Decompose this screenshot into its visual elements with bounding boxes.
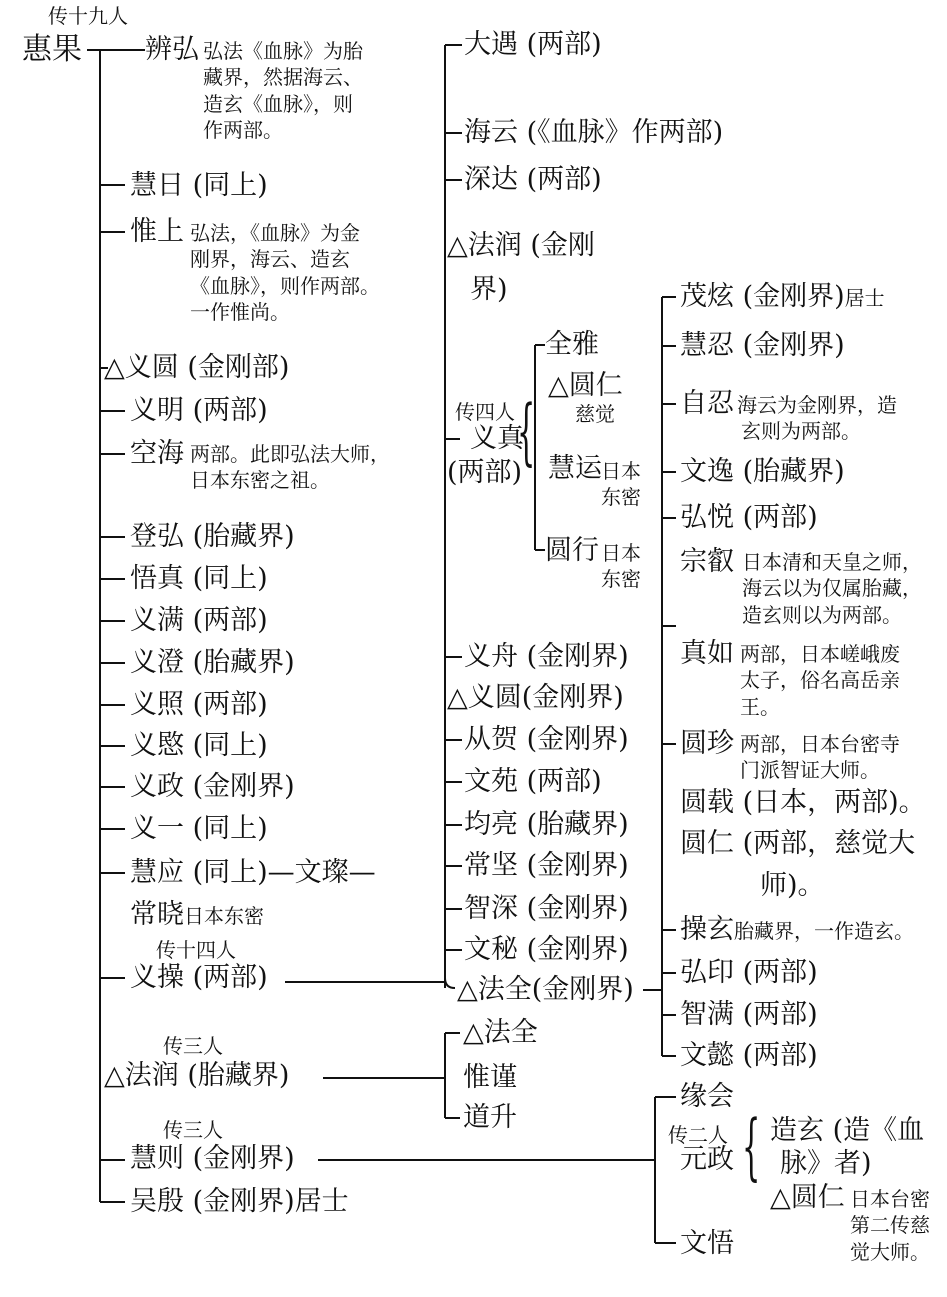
disciple-yiming: 义明 (两部) xyxy=(130,395,268,426)
disciple-weijin: 惟谨 xyxy=(463,1062,517,1093)
weishang-note: 弘法，《血脉》为金 刚界，海云、造玄 《血脉》，则作两部。 一作惟尚。 xyxy=(190,221,380,325)
disciple-wenmi: 文秘 (金刚界) xyxy=(464,934,629,965)
disciple-yizhou: 义舟 (金刚界) xyxy=(464,641,629,672)
yuanzheng-disciple-count: 传二人 xyxy=(668,1123,728,1147)
huiyun-note: 日本 东密 xyxy=(601,459,641,510)
disciple-yicheng: 义澄 (胎藏界) xyxy=(130,647,295,678)
root-master-name: 惠果 xyxy=(22,32,82,67)
disciple-yizhao: 义照 (两部) xyxy=(130,689,268,720)
disciple-denghong: 登弘 (胎藏界) xyxy=(130,521,295,552)
yuanren-b-tag-cont: 师)。 xyxy=(760,870,825,901)
disciple-yuanxing: 圆行 xyxy=(545,535,599,566)
disciple-yuanzhen: 圆珍 xyxy=(680,728,734,759)
disciple-farun-jingang: △法润 (金刚 xyxy=(447,230,595,261)
disciple-dayu: 大遇 (两部) xyxy=(464,29,602,60)
disciple-hongyin: 弘印 (两部) xyxy=(680,957,818,988)
disciple-yuanren-b: 圆仁 (两部，慈觉大 xyxy=(680,828,916,859)
shuei-note: 日本清和天皇之师， 海云以为仅属胎藏， 造玄则以为两部。 xyxy=(742,550,922,627)
disciple-zhenru: 真如 xyxy=(680,638,734,669)
disciple-hongyue: 弘悦 (两部) xyxy=(680,502,818,533)
disciple-haiyun: 海云 (《血脉》作两部) xyxy=(464,117,724,148)
disciple-huiying: 慧应 (同上)—文璨— xyxy=(130,857,376,888)
disciple-yiyi: 义一 (同上) xyxy=(130,813,268,844)
yicao-disciple-count: 传十四人 xyxy=(156,938,236,962)
disciple-faquan-b: △法全 xyxy=(463,1017,538,1048)
disciple-caoxuan: 操玄胎藏界，一作造玄。 xyxy=(680,914,914,945)
disciple-yicao: 义操 (两部) xyxy=(130,962,268,993)
disciple-kukai: 空海 xyxy=(130,438,184,469)
disciple-daosheng: 道升 xyxy=(463,1102,517,1133)
disciple-wuyin: 吴殷 (金刚界)居士 xyxy=(130,1186,349,1217)
disciple-huiyun: 慧运 xyxy=(548,453,602,484)
disciple-wenyi: 文逸 (胎藏界) xyxy=(680,456,845,487)
disciple-yiyuan-b: △义圆(金刚界) xyxy=(447,682,624,713)
kukai-note: 两部。此即弘法大师， 日本东密之祖。 xyxy=(190,442,390,493)
yuanren-a-note: 慈觉 xyxy=(575,402,615,426)
disciple-shuei: 宗叡 xyxy=(680,546,734,577)
disciple-changjian: 常坚 (金刚界) xyxy=(464,850,629,881)
disciple-yiyuan: △义圆 (金刚部) xyxy=(104,352,290,383)
disciple-conghe: 从贺 (金刚界) xyxy=(464,724,629,755)
yizhen-brace: { xyxy=(517,389,536,473)
farun-jingang-tag-cont: 界) xyxy=(470,274,508,305)
yuanzheng-brace: { xyxy=(742,1104,761,1188)
disciple-wenwu: 文悟 xyxy=(680,1228,734,1259)
ziren-note: 海云为金刚界，造 玄则为两部。 xyxy=(737,393,897,444)
disciple-wenyuan: 文苑 (两部) xyxy=(464,766,602,797)
disciple-yuanzheng: 元政 xyxy=(680,1144,734,1175)
disciple-yuanren-c: △圆仁 xyxy=(770,1182,845,1213)
yuanren-c-note: 日本台密 第二传慈 觉大师。 xyxy=(850,1187,930,1264)
disciple-yuanren-a: △圆仁 xyxy=(548,370,623,401)
zhenru-note: 两部，日本嵯峨废 太子，俗名高岳亲 王。 xyxy=(740,642,900,719)
disciple-zaoxuan: 造玄 (造《血 xyxy=(770,1115,925,1146)
disciple-wuzhen: 悟真 (同上) xyxy=(130,563,268,594)
disciple-changxiao: 常晓日本东密 xyxy=(130,899,264,930)
disciple-wenyi2: 文懿 (两部) xyxy=(680,1040,818,1071)
zaoxuan-tag-cont: 脉》者) xyxy=(780,1148,872,1179)
disciple-weishang: 惟上 xyxy=(130,216,184,247)
yizhen-disciple-count: 传四人 xyxy=(455,400,515,424)
disciple-yimin: 义愍 (同上) xyxy=(130,730,268,761)
disciple-huiri: 慧日 (同上) xyxy=(130,170,268,201)
disciple-yuanzai: 圆载 (日本，两部)。 xyxy=(680,787,926,818)
disciple-yuanhui: 缘会 xyxy=(680,1081,734,1112)
disciple-zhiman: 智满 (两部) xyxy=(680,999,818,1030)
disciple-shenda: 深达 (两部) xyxy=(464,164,602,195)
disciple-yiman: 义满 (两部) xyxy=(130,605,268,636)
root-disciple-count: 传十九人 xyxy=(48,4,128,28)
disciple-faquan: △法全(金刚界) xyxy=(457,974,634,1005)
yuanzhen-note: 两部，日本台密寺 门派智证大师。 xyxy=(740,732,900,783)
disciple-huize: 慧则 (金刚界) xyxy=(130,1143,295,1174)
disciple-maoxuan: 茂炫 (金刚界)居士 xyxy=(680,281,885,312)
disciple-farun-taizang: △法润 (胎藏界) xyxy=(104,1060,290,1091)
bianhong-note: 弘法《血脉》为胎 藏界，然据海云、 造玄《血脉》，则 作两部。 xyxy=(203,39,363,143)
huize-disciple-count: 传三人 xyxy=(163,1118,223,1142)
disciple-quanya: 全雅 xyxy=(545,329,599,360)
disciple-ziren: 自忍 xyxy=(680,388,734,419)
disciple-yizheng: 义政 (金刚界) xyxy=(130,771,295,802)
disciple-junliang: 均亮 (胎藏界) xyxy=(464,809,629,840)
disciple-bianhong: 辨弘 xyxy=(145,34,199,65)
disciple-zhishen: 智深 (金刚界) xyxy=(464,893,629,924)
disciple-yizhen: 义真 xyxy=(470,423,524,454)
yizhen-tag: (两部) xyxy=(447,457,523,488)
farun-disciple-count: 传三人 xyxy=(163,1034,223,1058)
yuanxing-note: 日本 东密 xyxy=(601,541,641,592)
disciple-huiren: 慧忍 (金刚界) xyxy=(680,330,845,361)
